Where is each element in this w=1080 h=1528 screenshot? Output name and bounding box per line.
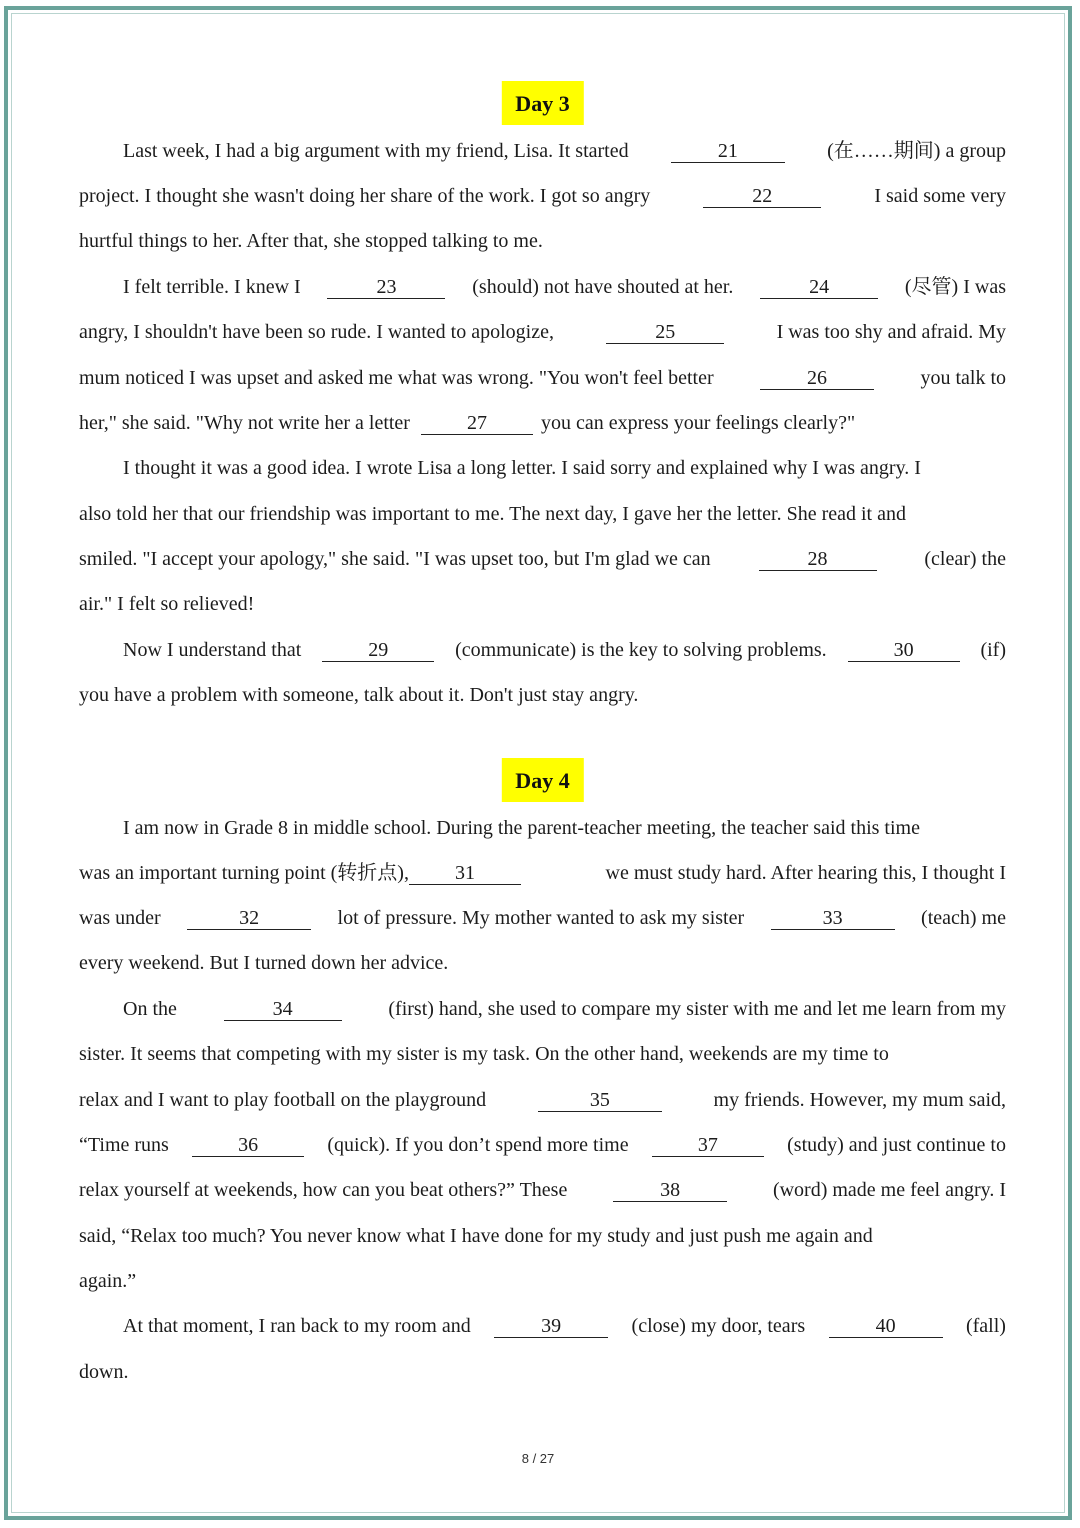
blank-30[interactable]: 30 <box>848 639 960 662</box>
text-segment: (should) not have shouted at her. <box>472 276 734 298</box>
text-segment: relax yourself at weekends, how can you beat others?” These <box>79 1179 568 1201</box>
text-segment: relax and I want to play football on the playground <box>79 1089 487 1111</box>
day3-line-11 <box>79 582 1006 627</box>
day4-line-2 <box>79 851 1006 896</box>
text-segment: you talk to <box>920 367 1006 389</box>
day4-line-1 <box>123 806 1006 851</box>
day3-line-3 <box>79 219 1006 264</box>
text-segment: also told her that our friendship was important to me. The next day, I gave her the letter. She read it and <box>79 503 906 525</box>
text-segment: my friends. However, my mum said, <box>713 1089 1006 1111</box>
text-segment: I am now in Grade 8 in middle school. During the parent-teacher meeting, the teacher said this time <box>123 817 920 839</box>
blank-29[interactable]: 29 <box>322 639 434 662</box>
text-segment: (word) made me feel angry. I <box>772 1179 1006 1201</box>
text-segment: angry, I shouldn't have been so rude. I wanted to apologize, <box>79 321 554 343</box>
text-segment: mum noticed I was upset and asked me what was wrong. "You won't feel better <box>79 367 714 389</box>
day3-line-10 <box>79 537 1006 582</box>
text-segment: air." I felt so relieved! <box>79 593 255 615</box>
day3-line-7 <box>79 401 1006 446</box>
blank-24[interactable]: 24 <box>760 276 878 299</box>
day3-heading: Day 3 <box>501 81 583 125</box>
day3-line-5 <box>79 310 1006 355</box>
text-segment: was an important turning point (转折点), <box>79 862 409 884</box>
blank-37[interactable]: 37 <box>652 1134 764 1157</box>
text-group <box>79 851 521 896</box>
day4-line-11 <box>79 1259 1006 1304</box>
text-segment: On the <box>123 998 177 1020</box>
day3-line-12 <box>123 628 1006 673</box>
text-segment: said, “Relax too much? You never know what I have done for my study and just push me again and <box>79 1225 873 1247</box>
day3-line-1 <box>123 129 1006 174</box>
text-segment: was under <box>79 907 161 929</box>
text-segment: (尽管) I was <box>904 276 1006 298</box>
blank-33[interactable]: 33 <box>771 907 895 930</box>
day3-line-4 <box>123 265 1006 310</box>
day4-heading: Day 4 <box>501 758 583 802</box>
day4-line-7 <box>79 1078 1006 1123</box>
text-segment: (quick). If you don’t spend more time <box>327 1134 629 1156</box>
text-segment: I felt terrible. I knew I <box>123 276 301 298</box>
blank-35[interactable]: 35 <box>538 1089 662 1112</box>
blank-32[interactable]: 32 <box>187 907 311 930</box>
text-segment: project. I thought she wasn't doing her share of the work. I got so angry <box>79 185 651 207</box>
text-segment: every weekend. But I turned down her advice. <box>79 952 449 974</box>
day4-line-4 <box>79 941 1006 986</box>
text-segment: again.” <box>79 1270 137 1292</box>
blank-25[interactable]: 25 <box>606 321 724 344</box>
text-segment: At that moment, I ran back to my room and <box>123 1315 471 1337</box>
text-segment: lot of pressure. My mother wanted to ask my sister <box>337 907 745 929</box>
text-segment: (clear) the <box>924 548 1006 570</box>
text-segment: (fall) <box>965 1315 1006 1337</box>
day4-line-12 <box>123 1304 1006 1349</box>
blank-34[interactable]: 34 <box>224 998 342 1021</box>
blank-23[interactable]: 23 <box>327 276 445 299</box>
blank-39[interactable]: 39 <box>494 1315 608 1338</box>
text-segment: I thought it was a good idea. I wrote Lisa a long letter. I said sorry and explained why I was angry. I <box>123 457 921 479</box>
blank-40[interactable]: 40 <box>829 1315 943 1338</box>
text-segment: Last week, I had a big argument with my friend, Lisa. It started <box>123 140 629 162</box>
text-segment: “Time runs <box>79 1134 169 1156</box>
text-segment: her," she said. "Why not write her a letter <box>79 412 410 434</box>
blank-28[interactable]: 28 <box>759 548 877 571</box>
text-segment: (communicate) is the key to solving problems. <box>455 639 827 661</box>
text-segment: (close) my door, tears <box>631 1315 806 1337</box>
day4-line-13 <box>79 1350 1006 1395</box>
text-segment: we must study hard. After hearing this, I thought I <box>605 862 1006 884</box>
text-segment: (teach) me <box>921 907 1006 929</box>
blank-22[interactable]: 22 <box>703 185 821 208</box>
blank-21[interactable]: 21 <box>671 140 785 163</box>
text-segment: (在……期间) a group <box>827 140 1006 162</box>
day4-line-6 <box>79 1032 1006 1077</box>
day4-line-5 <box>123 987 1006 1032</box>
day4-line-10 <box>79 1214 1006 1259</box>
blank-27[interactable]: 27 <box>421 412 533 435</box>
text-segment: Now I understand that <box>123 639 302 661</box>
day3-line-8 <box>123 446 1006 491</box>
text-segment: hurtful things to her. After that, she stopped talking to me. <box>79 230 543 252</box>
text-segment: down. <box>79 1361 129 1383</box>
day4-line-9 <box>79 1168 1006 1213</box>
text-segment: sister. It seems that competing with my sister is my task. On the other hand, weekends are my time to <box>79 1043 889 1065</box>
text-segment: I said some very <box>874 185 1006 207</box>
day3-line-9 <box>79 492 1006 537</box>
text-segment: you can express your feelings clearly?" <box>540 412 856 434</box>
day3-line-6 <box>79 356 1006 401</box>
day3-line-2 <box>79 174 1006 219</box>
day3-line-13 <box>79 673 1006 718</box>
blank-36[interactable]: 36 <box>192 1134 304 1157</box>
text-segment: you have a problem with someone, talk about it. Don't just stay angry. <box>79 684 639 706</box>
worksheet-page <box>4 6 1072 1520</box>
page-number: 8 / 27 <box>521 1451 555 1466</box>
text-segment: (study) and just continue to <box>787 1134 1006 1156</box>
blank-26[interactable]: 26 <box>760 367 874 390</box>
text-segment: smiled. "I accept your apology," she said. "I was upset too, but I'm glad we can <box>79 548 711 570</box>
text-segment: (if) <box>980 639 1006 661</box>
blank-38[interactable]: 38 <box>613 1179 727 1202</box>
blank-31[interactable]: 31 <box>409 862 521 885</box>
day4-line-8 <box>79 1123 1006 1168</box>
text-segment: (first) hand, she used to compare my sister with me and let me learn from my <box>388 998 1006 1020</box>
day4-line-3 <box>79 896 1006 941</box>
text-segment: I was too shy and afraid. My <box>776 321 1006 343</box>
